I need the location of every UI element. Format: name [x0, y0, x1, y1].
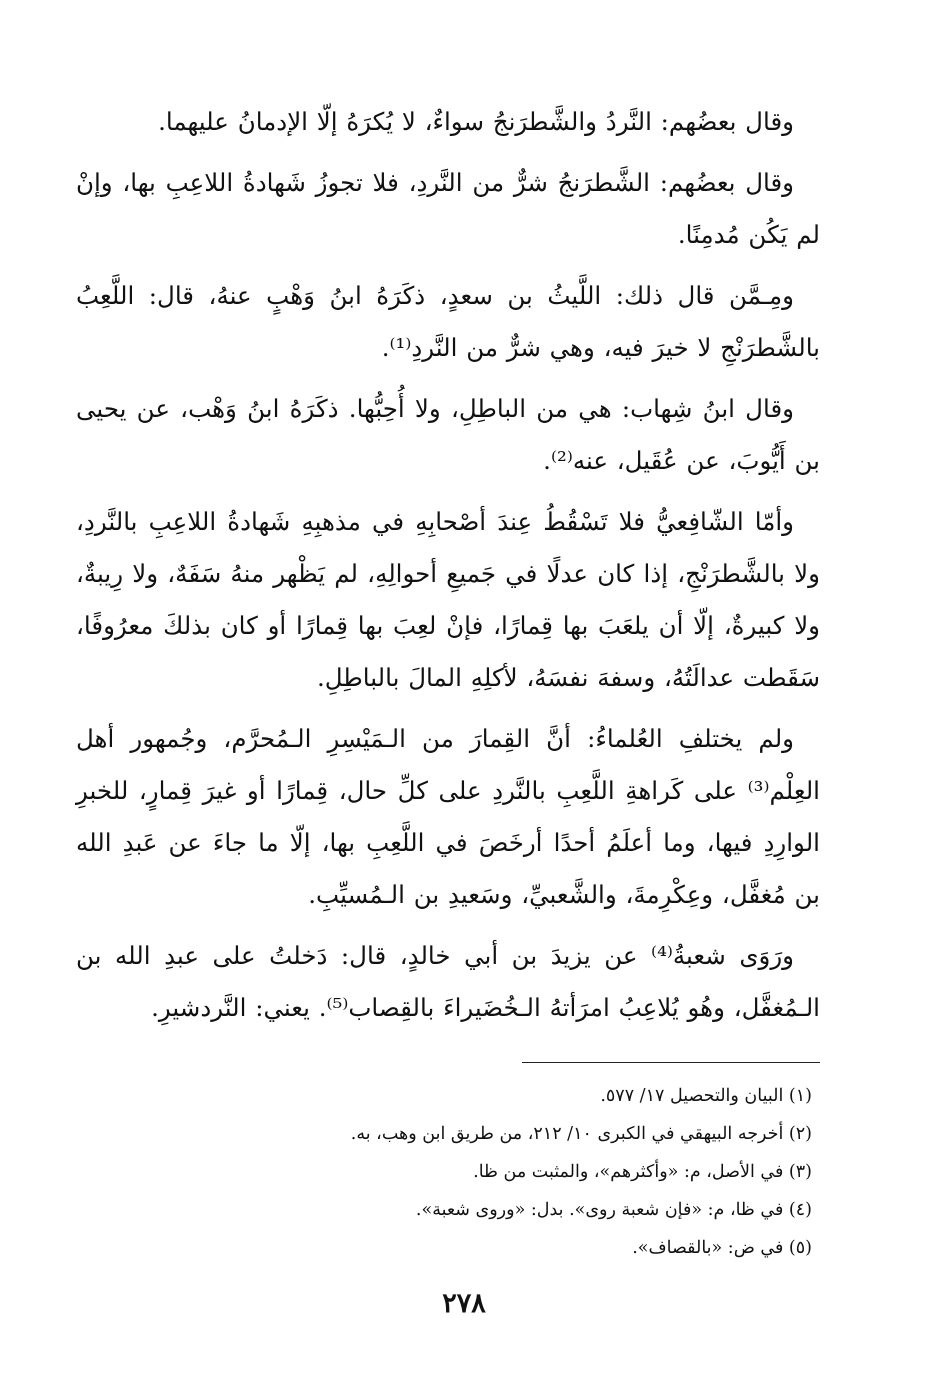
page-number: ٢٧٨ [442, 1288, 486, 1319]
footnote-5: (٥) في ض: «بالقصاف». [632, 1238, 812, 1258]
paragraph-2: وقال بعضُهم: الشَّطرَنجُ شرٌّ من النَّردِ، فلا تجوزُ شَهادةُ اللاعِبِ بها، وإنْ لم يَكُن مُدمِنًا. [76, 168, 820, 249]
footnote-2: (٢) أخرجه البيهقي في الكبرى ١٠/ ٢١٢، من طريق ابن وهب، به. [350, 1124, 812, 1144]
main-text [76, 96, 820, 1034]
paragraph-7: ورَوَى شعبةُ⁽⁴⁾ عن يزيدَ بن أبي خالدٍ، قال: دَخلتُ على عبدِ الله بن الـمُغفَّل، وهُو يُلاعِبُ امرَأتهُ الـخُضَيراءَ بالقِصاب⁽⁵⁾. يعني: النَّردشيرِ. [76, 941, 820, 1022]
paragraph-4: وقال ابنُ شِهاب: هي من الباطِلِ، ولا أُحِبُّها. ذكَرَهُ ابنُ وَهْب، عن يحيى بن أَيُّوبَ، عن عُقَيل، عنه⁽²⁾. [76, 394, 820, 475]
paragraph-1: وقال بعضُهم: النَّردُ والشَّطرَنجُ سواءٌ، لا يُكرَهُ إلّا الإدمانُ عليهما. [158, 107, 794, 136]
footnotes [76, 1077, 820, 1267]
footnote-1: (١) البيان والتحصيل ١٧/ ٥٧٧. [600, 1086, 812, 1106]
paragraph-5: وأمّا الشّافِعيُّ فلا تَسْقُطُ عِندَ أصْحابِهِ في مذهبِهِ شَهادةُ اللاعِبِ بالنَّردِ، ولا بالشَّطرَنْجِ، إذا كان عدلًا في جَميعِ أحوالِهِ، لم يَظْهر منهُ سَفَهٌ، ولا رِيبةٌ، ولا كبيرةٌ، إلّا أن يلعَبَ بها قِمارًا، فإنْ لعِبَ بها قِمارًا أو كان بذلكَ معرُوفًا، سَقَطت عدالَتُهُ، وسفهَ نفسَهُ، لأكلِهِ المالَ بالباطِلِ. [76, 507, 820, 692]
footnote-3: (٣) في الأصل، م: «وأكثرهم»، والمثبت من ظا. [473, 1162, 812, 1182]
paragraph-6: ولم يختلفِ العُلماءُ: أنَّ القِمارَ من الـمَيْسِرِ الـمُحرَّم، وجُمهور أهل العِلْم⁽³⁾ على كَراهةِ اللَّعِبِ بالنَّردِ على كلِّ حال، قِمارًا أو غيرَ قِمارٍ، للخبرِ الوارِدِ فيها، وما أعلَمُ أحدًا أرخَصَ في اللَّعِبِ بها، إلّا ما جاءَ عن عَبدِ الله بن مُغفَّل، وعِكْرِمةَ، والشَّعبيِّ، وسَعيدِ بن الـمُسيِّبِ. [76, 724, 820, 909]
footnote-separator [522, 1062, 820, 1063]
paragraph-3: ومِـمَّن قال ذلك: اللَّيثُ بن سعدٍ، ذكَرَهُ ابنُ وَهْبٍ عنهُ، قال: اللَّعِبُ بالشَّطرَنْجِ لا خيرَ فيه، وهي شرٌّ من النَّردِ⁽¹⁾. [76, 281, 820, 362]
footnote-4: (٤) في ظا، م: «فإن شعبة روى». بدل: «وروى شعبة». [415, 1200, 812, 1220]
